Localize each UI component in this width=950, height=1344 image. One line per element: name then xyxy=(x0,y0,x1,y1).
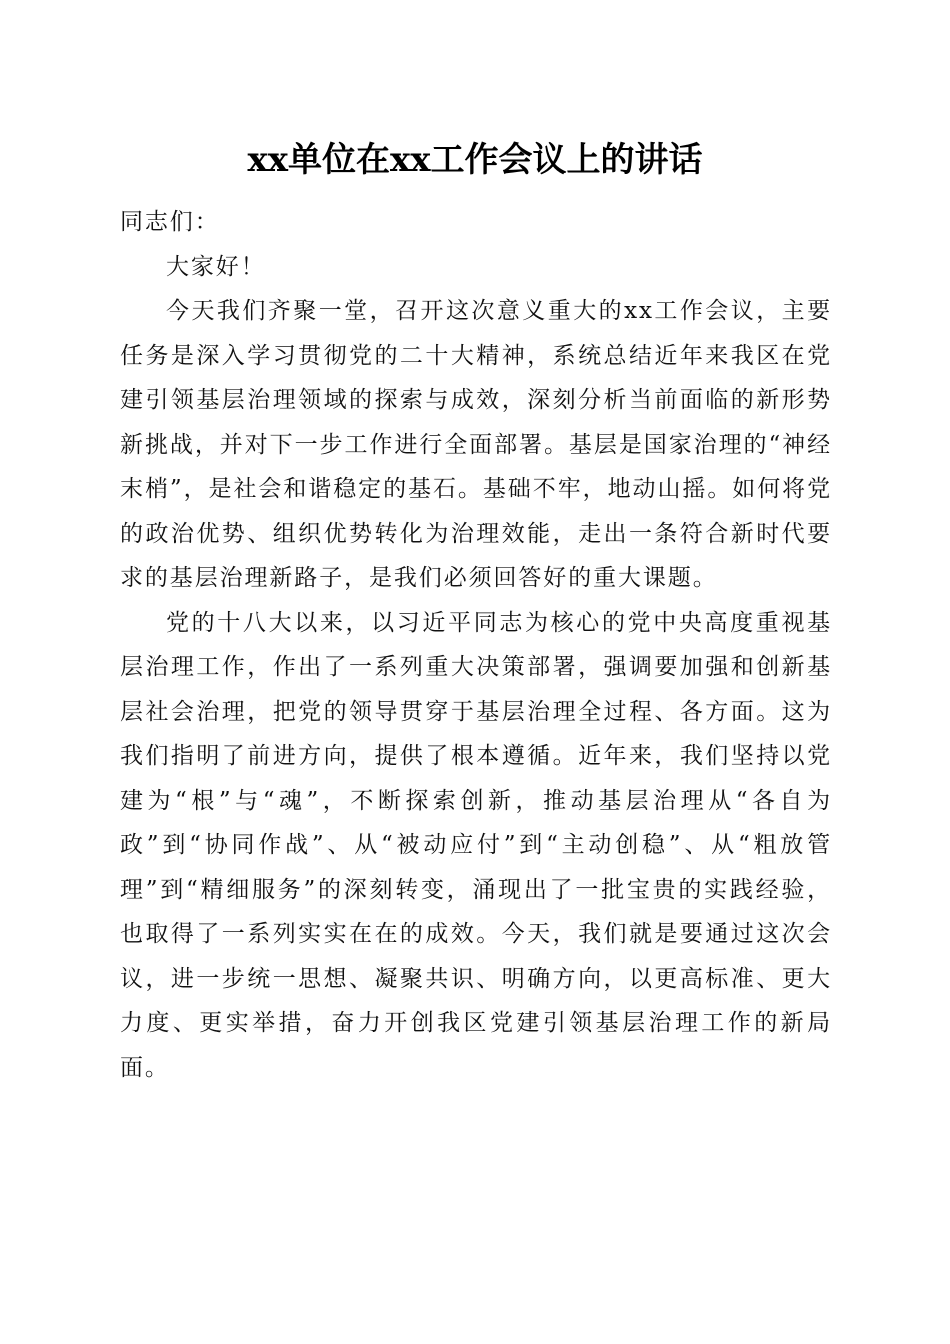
greeting: 大家好！ xyxy=(166,253,266,280)
salutation: 同志们： xyxy=(120,209,220,235)
document-title: xx单位在xx工作会议上的讲话 xyxy=(247,140,703,180)
paragraph-1: 今天我们齐聚一堂，召开这次意义重大的xx工作会议，主要任务是深入学习贯彻党的二十大精神，系统总结近年来我区在党建引领基层治理领域的探索与成效，深刻分析当前面临的新形势新挑战，并对下一步工作进行全面部署。基层是国家治理的“神经末梢”，是社会和谐稳定的基石。基础不牢，地动山摇。如何将党的政治优势、组织优势转化为治理效能，走出一条符合新时代要求的基层治理新路子，是我们必须回答好的重大课题。 xyxy=(120,298,832,591)
paragraph-2: 党的十八大以来，以习近平同志为核心的党中央高度重视基层治理工作，作出了一系列重大决策部署，强调要加强和创新基层社会治理，把党的领导贯穿于基层治理全过程、各方面。这为我们指明了前进方向，提供了根本遵循。近年来，我们坚持以党建为“根”与“魂”，不断探索创新，推动基层治理从“各自为政”到“协同作战”、从“被动应付”到“主动创稳”、从“粗放管理”到“精细服务”的深刻转变，涌现出了一批宝贵的实践经验，也取得了一系列实实在在的成效。今天，我们就是要通过这次会议，进一步统一思想、凝聚共识、明确方向，以更高标准、更大力度、更实举措，奋力开创我区党建引领基层治理工作的新局面。 xyxy=(120,609,832,1081)
document-body xyxy=(120,200,832,1090)
